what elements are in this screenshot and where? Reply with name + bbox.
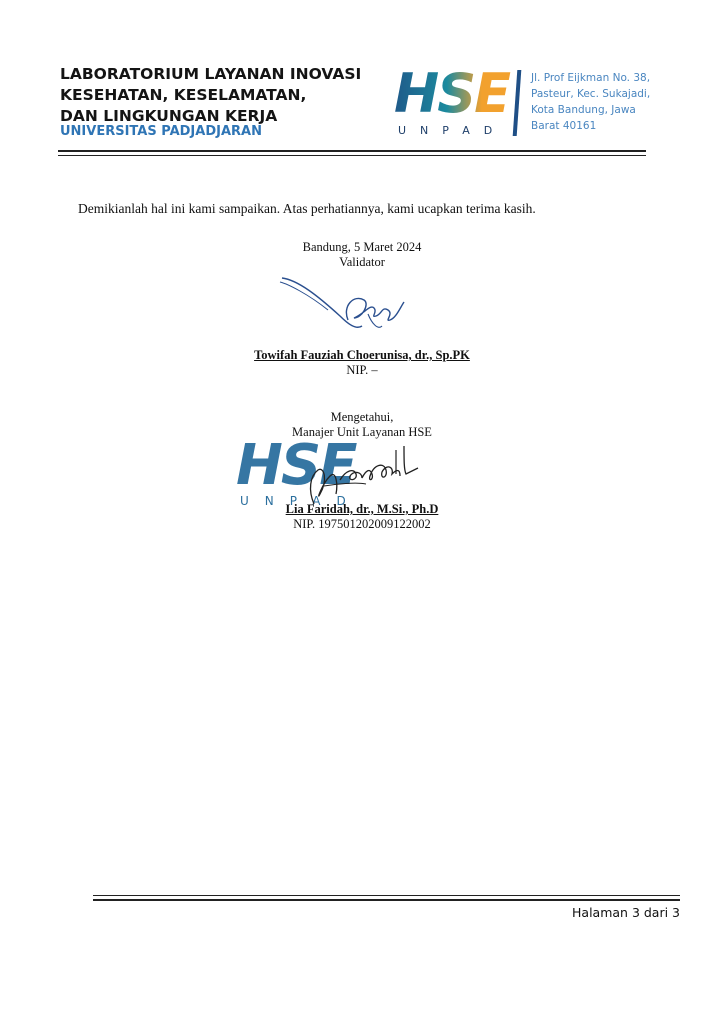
acknowledge-label: Mengetahui,	[330, 410, 394, 424]
address-line-2: Pasteur, Kec. Sukajadi,	[531, 88, 651, 100]
approver-name: Lia Faridah, dr., M.Si., Ph.D	[285, 502, 439, 516]
address-line-3: Kota Bandung, Jawa	[531, 104, 636, 116]
closing-sentence: Demikianlah hal ini kami sampaikan. Atas perhatiannya, kami ucapkan terima kasih.	[78, 201, 536, 216]
approver-signature-stroke	[296, 440, 426, 510]
address-line-4: Barat 40161	[531, 120, 597, 132]
org-name-line-3: DAN LINGKUNGAN KERJA	[60, 107, 278, 125]
validator-identity	[0, 348, 724, 378]
validator-role: Validator	[339, 255, 385, 269]
validator-block	[0, 240, 724, 270]
validator-name: Towifah Fauziah Choerunisa, dr., Sp.PK	[254, 348, 470, 362]
footer-rule-top	[93, 895, 680, 896]
org-name-line-1: LABORATORIUM LAYANAN INOVASI	[60, 65, 362, 83]
validator-signature-stroke	[278, 274, 410, 344]
hse-logo-subtext: UNPAD	[398, 124, 507, 137]
header-rule-bottom	[58, 155, 646, 156]
org-name-line-2: KESEHATAN, KESELAMATAN,	[60, 86, 307, 104]
address-line-1: Jl. Prof Eijkman No. 38,	[531, 72, 651, 84]
approver-nip: NIP. 197501202009122002	[293, 517, 431, 531]
approver-signature	[296, 440, 426, 510]
university-name: UNIVERSITAS PADJADJARAN	[60, 124, 262, 139]
validator-signature	[278, 274, 410, 344]
hse-logo-text: HSE	[394, 62, 509, 122]
approver-identity	[0, 502, 724, 532]
header-rule-top	[58, 150, 646, 152]
validator-nip: NIP. –	[346, 363, 378, 377]
approver-role: Manajer Unit Layanan HSE	[292, 425, 432, 439]
hse-stamp-subtext: UNPAD	[240, 494, 362, 508]
footer-rule-bottom	[93, 899, 680, 901]
hse-stamp-text: HSE	[236, 433, 356, 490]
hse-logo-graphic	[392, 62, 518, 122]
place-date: Bandung, 5 Maret 2024	[302, 240, 422, 254]
hse-unpad-logo	[392, 62, 518, 140]
page-number: Halaman 3 dari 3	[572, 905, 680, 920]
